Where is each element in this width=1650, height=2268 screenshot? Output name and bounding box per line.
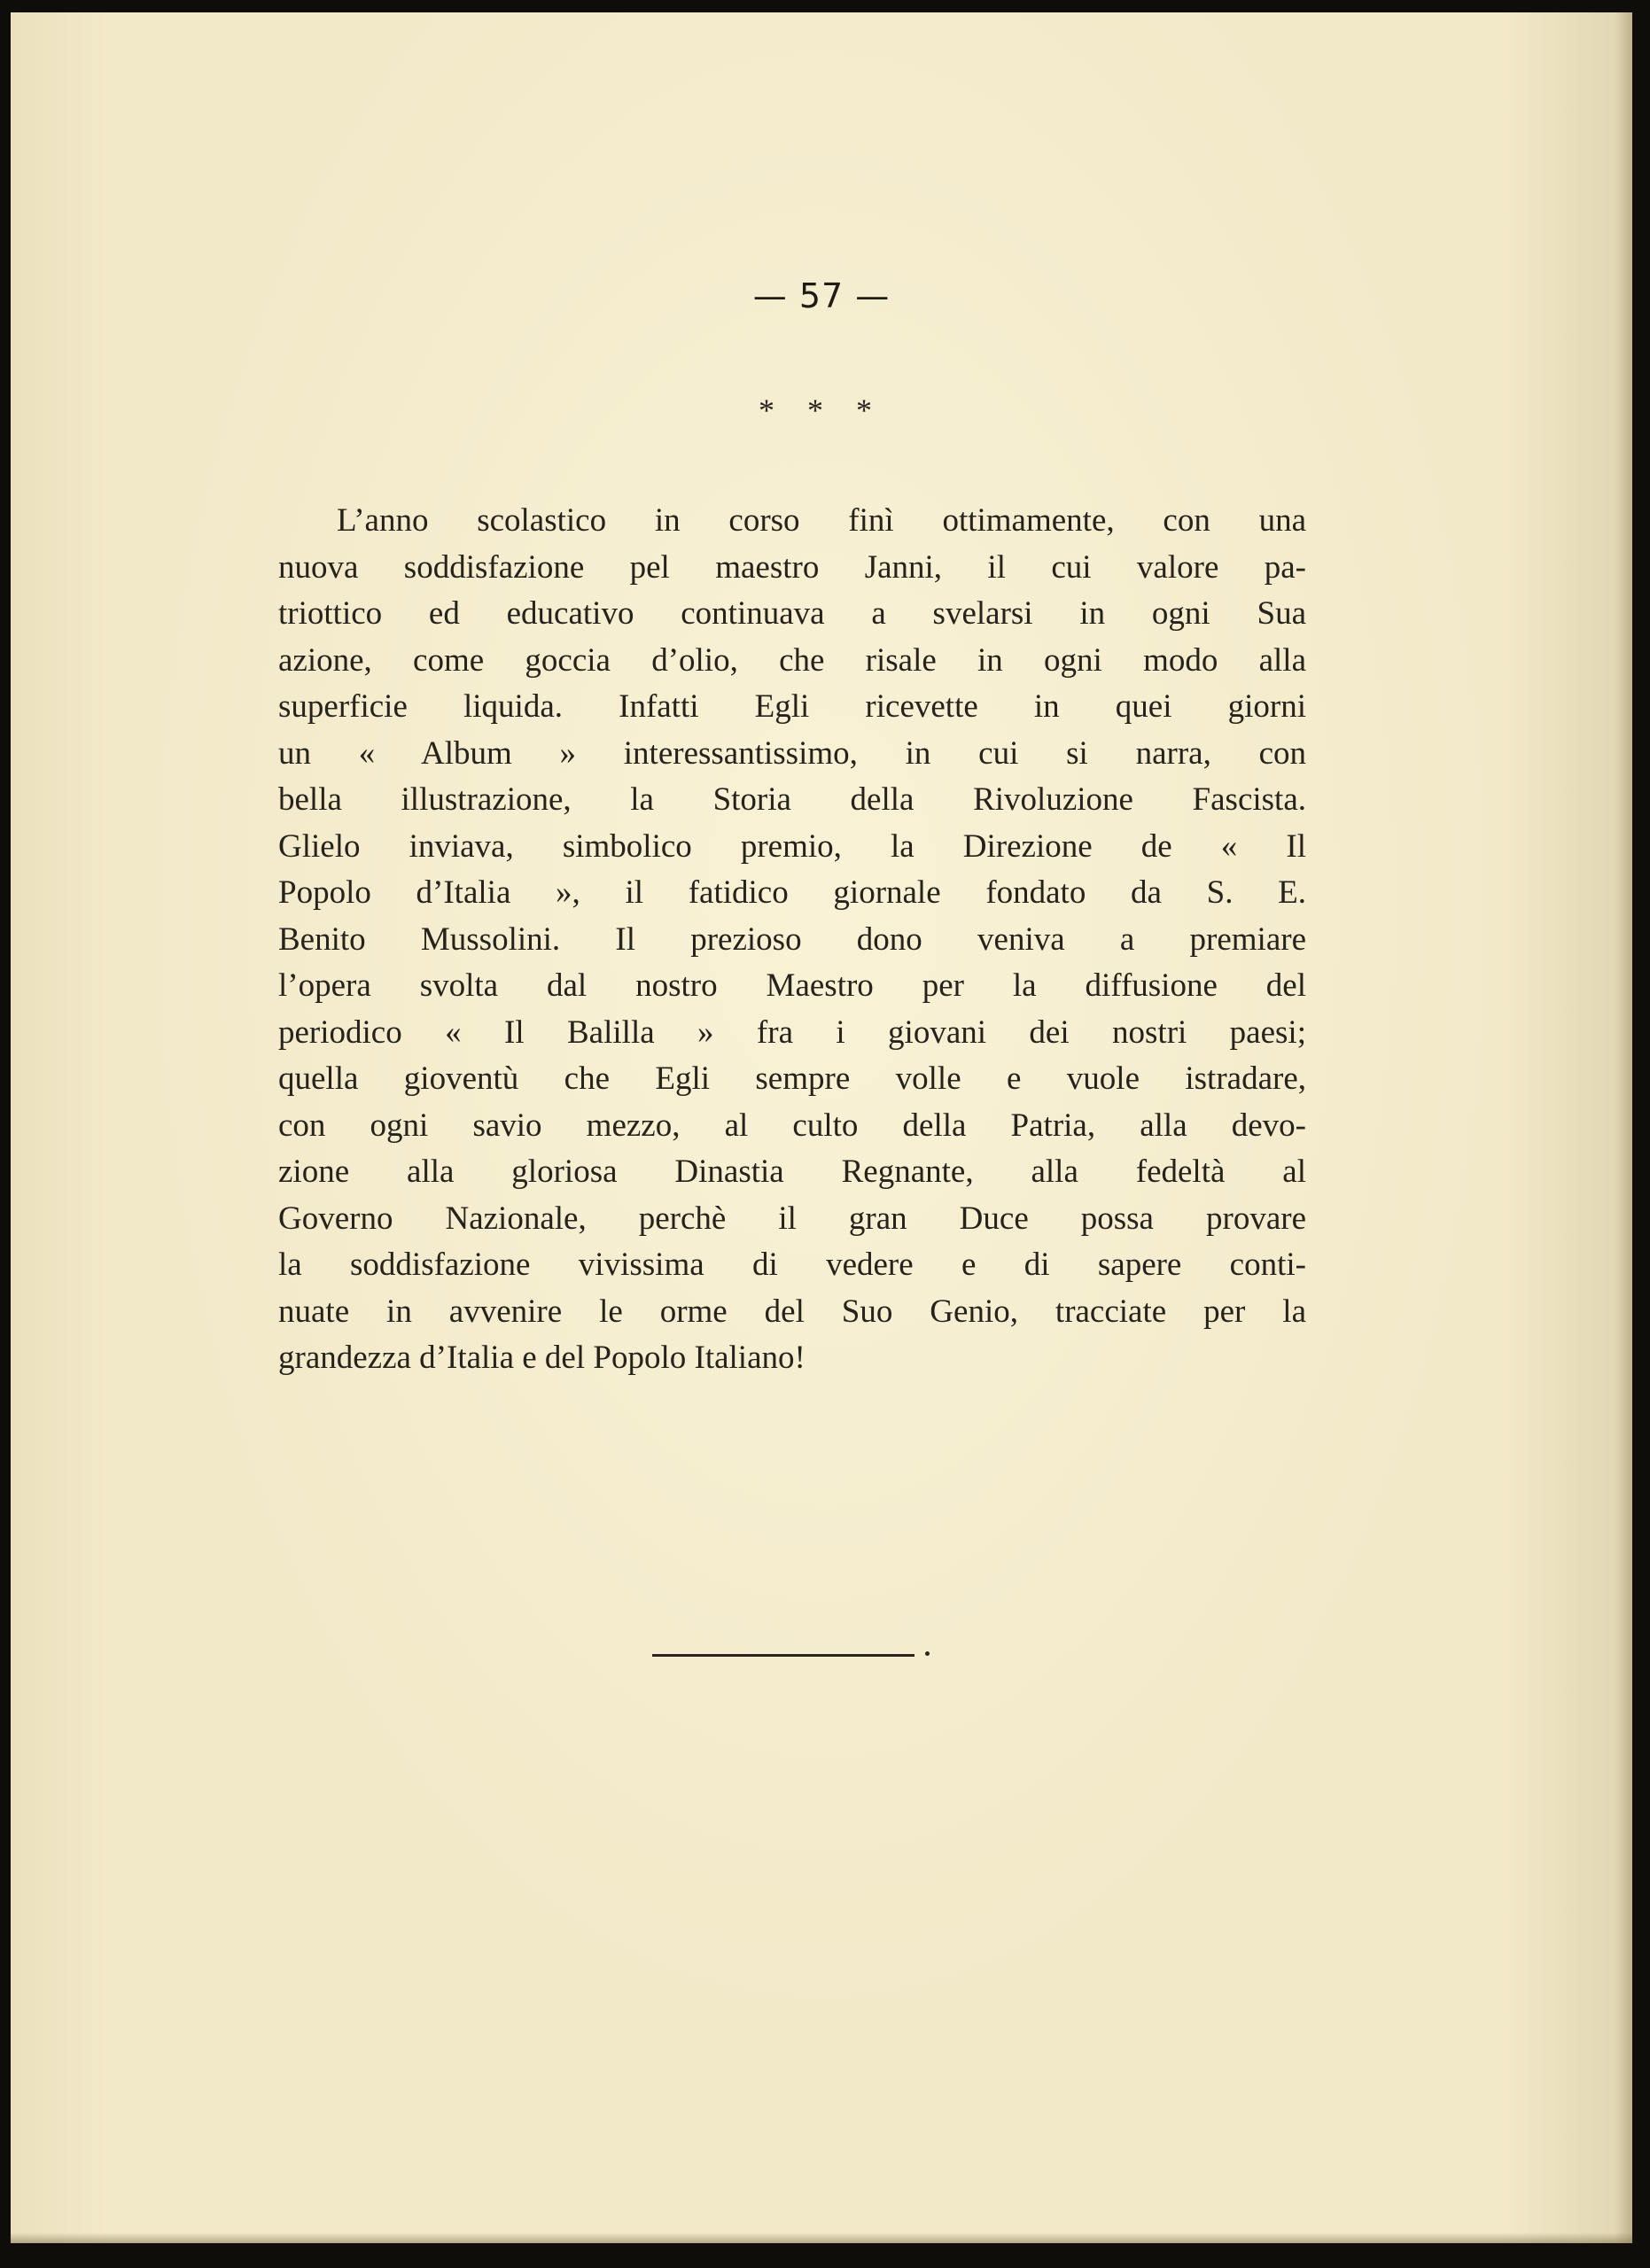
text-line: superficie liquida. Infatti Egli ricevette in quei giorni [278,688,1306,725]
text-line: la soddisfazione vivissima di vedere e di sapere conti- [278,1247,1306,1283]
text-line: nuova soddisfazione pel maestro Janni, il cui valore pa- [278,548,1306,586]
text-line: periodico « Il Balilla » fra i giovani dei nostri paesi; [278,1014,1306,1051]
body-paragraph [278,498,1306,1382]
page-number: — 57 — [752,276,891,315]
text-line: l’opera svolta dal nostro Maestro per la diffusione del [278,967,1306,1004]
text-line: Glielo inviava, simbolico premio, la Direzione de « Il [278,827,1306,865]
text-line: un « Album » interessantissimo, in cui si narra, con [278,734,1306,772]
text-line: L’anno scolastico in corso finì ottimamente, con una [337,502,1306,539]
text-line: grandezza d’Italia e del Popolo Italiano! [278,1340,806,1376]
page-edge-shadow [1615,12,1632,2243]
text-line: quella gioventù che Egli sempre volle e vuole istradare, [278,1060,1306,1097]
text-line: Benito Mussolini. Il prezioso dono veniva a premiare [278,920,1306,958]
text-line: triottico ed educativo continuava a svelarsi in ogni Sua [278,595,1306,632]
section-asterism: * * * [759,392,884,428]
text-line: con ogni savio mezzo, al culto della Patria, alla devo- [278,1107,1306,1144]
end-rule-dot [925,1651,930,1656]
end-rule [652,1654,915,1657]
text-line: zione alla gloriosa Dinastia Regnante, alla fedeltà al [278,1153,1306,1190]
page-bottom-shadow [11,2233,1632,2243]
text-line: bella illustrazione, la Storia della Rivoluzione Fascista. [278,781,1306,818]
text-line: nuate in avvenire le orme del Suo Genio, tracciate per la [278,1293,1306,1330]
book-page [11,12,1632,2243]
text-line: Popolo d’Italia », il fatidico giornale fondato da S. E. [278,874,1306,911]
text-line: azione, come goccia d’olio, che risale in ogni modo alla [278,641,1306,679]
text-line: Governo Nazionale, perchè il gran Duce possa provare [278,1200,1306,1237]
